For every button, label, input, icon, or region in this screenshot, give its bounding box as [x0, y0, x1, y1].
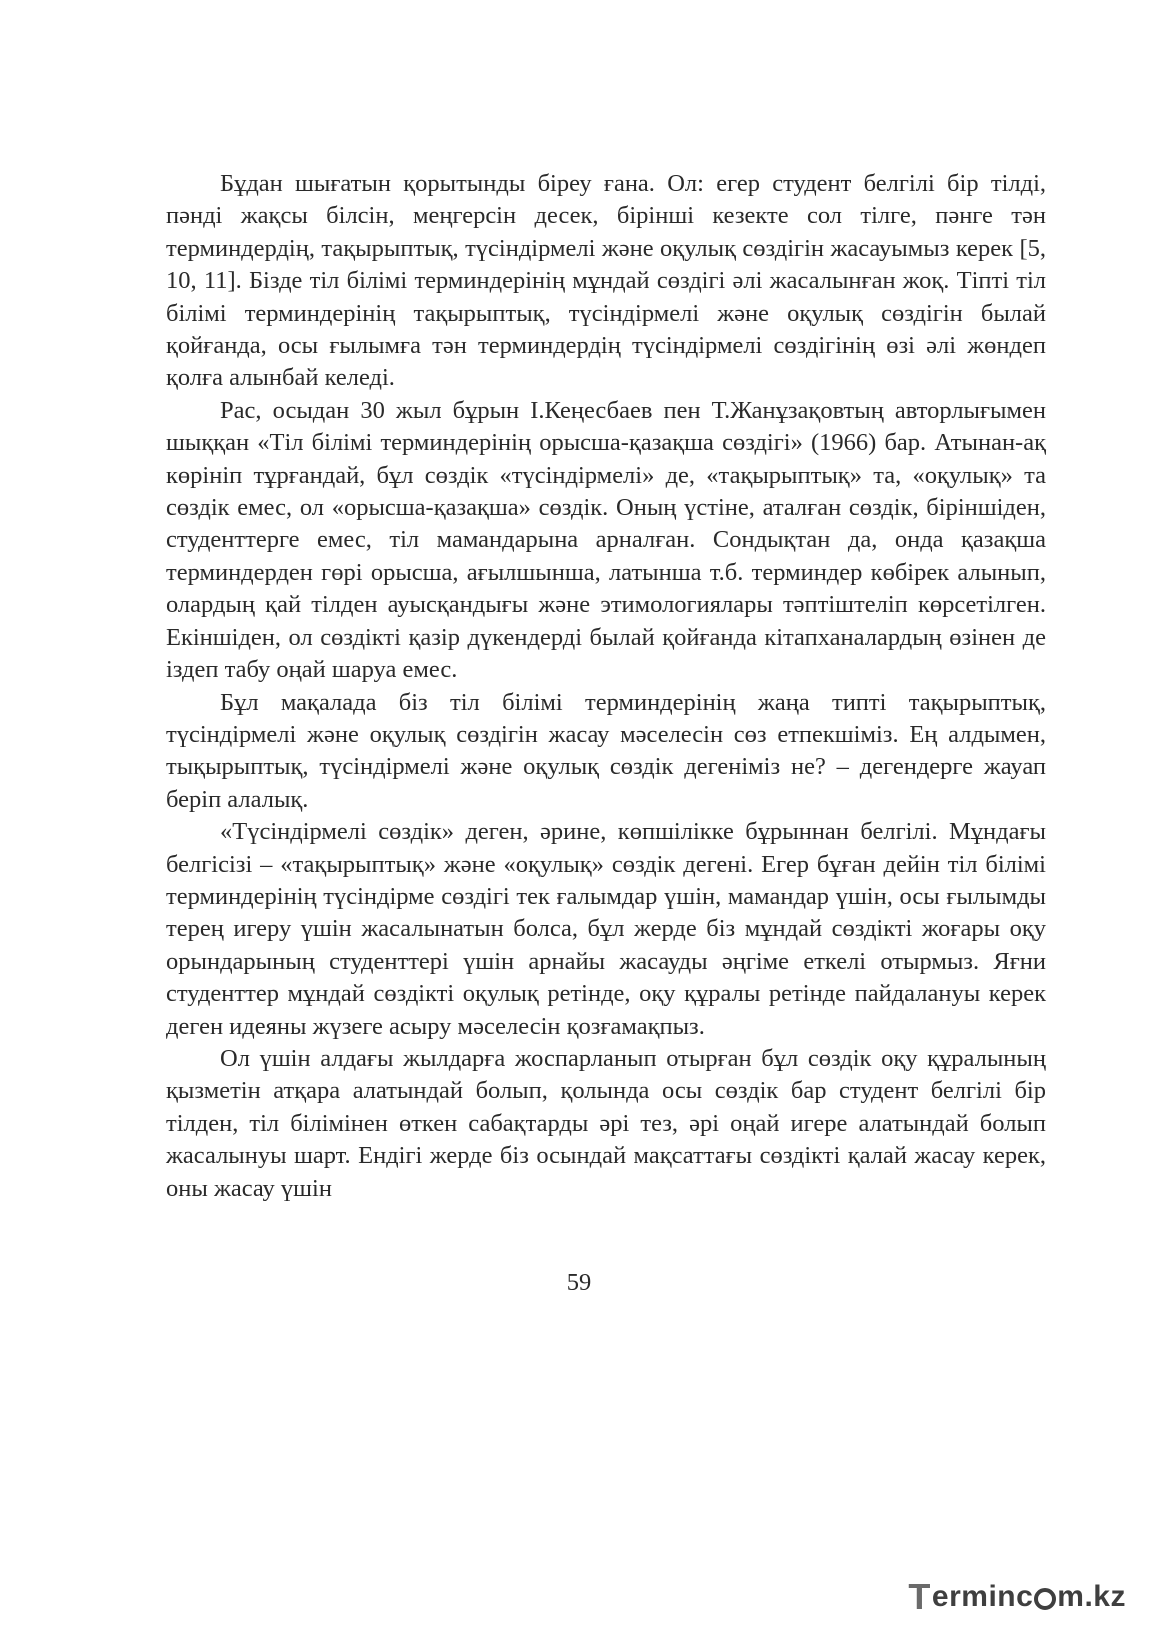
logo-letter-t: T [908, 1576, 931, 1617]
paragraph: Ол үшін алдағы жылдарға жоспарланып отырған бұл сөздік оқу құралының қызметін атқара алатындай болып, қолында осы сөздік бар студент белгілі бір тілден, тіл білімінен өткен сабақтарды әрі тез, әрі оңай игере алатындай болып жасалынуы шарт. Ендігі жерде біз осындай мақсаттағы сөздікті қалай жасау керек, оны жасау үшін [166, 1044, 1046, 1202]
termincom-logo [908, 1577, 1126, 1617]
paragraph: «Түсіндірмелі сөздік» деген, әрине, көпшілікке бұрыннан белгілі. Мұндағы белгісізі – «тақырыптық» және «оқулық» сөздік дегені. Егер бұған дейін тіл білімі терминдерінің түсіндірме сөздігі тек ғалымдар үшін, мамандар үшін, осы ғылымды терең игеру үшін жасалынатын болса, бұл жерде біз мұндай сөздікті жоғары оқу орындарының студенттері үшін арнайы жасауды әңгіме еткелі отырмыз. Яғни студенттер мұндай сөздікті оқулық ретінде, оқу құралы ретінде пайдалануы керек деген идеяны жүзеге асыру мәселесін қозғамақпыз. [166, 818, 1046, 1040]
paragraph: Бұл мақалада біз тіл білімі терминдерінің жаңа типті тақырыптық, түсіндірмелі және оқулық сөздігін жасау мәселесін сөз етпекшіміз. Ең алдымен, тықырыптық, түсіндірмелі және оқулық сөздік дегеніміз не? – дегендерге жауап беріп алалық. [166, 688, 1046, 813]
paragraph: Бұдан шығатын қорытынды біреу ғана. Ол: егер студент белгілі бір тілді, пәнді жақсы білсін, меңгерсін десек, бірінші кезекте сол тілге, пәнге тән терминдердің, тақырыптық, түсіндірмелі және оқулық сөздігін жасауымыз керек [5, 10, 11]. Бізде тіл білімі терминдерінің мұндай сөздігі әлі жасалынған жоқ. Тіпті тіл білімі терминдерінің тақырыптық, түсіндірмелі және оқулық сөздігін былай қойғанда, осы ғылымға тән терминдердің түсіндірмелі сөздігінің өзі әлі жөндеп қолға алынбай келеді. [166, 170, 1046, 392]
logo-circle-icon [1034, 1588, 1056, 1610]
logo-text-part2: m.kz [1057, 1580, 1126, 1613]
body-text [166, 168, 1046, 1205]
page-number: 59 [566, 1269, 592, 1296]
paragraph: Рас, осыдан 30 жыл бұрын І.Кеңесбаев пен Т.Жанұзақовтың авторлығымен шыққан «Тіл білімі терминдерінің орысша-қазақша сөздігі» (1966) бар. Атынан-ақ көрініп тұрғандай, бұл сөздік «түсіндірмелі» де, «тақырыптық» та, «оқулық» та сөздік емес, ол «орысша-қазақша» сөздік. Оның үстіне, аталған сөздік, біріншіден, студенттерге емес, тіл мамандарына арналған. Сондықтан да, онда қазақша терминдерден гөрі орысша, ағылшынша, латынша т.б. терминдер көбірек алынып, олардың қай тілден ауысқандығы және этимологиялары тәптіштеліп көрсетілген. Екіншіден, ол сөздікті қазір дүкендерді былай қойғанда кітапханалардың өзінен де іздеп табу оңай шаруа емес. [166, 396, 1046, 684]
logo-text-part1: erminc [931, 1580, 1034, 1613]
